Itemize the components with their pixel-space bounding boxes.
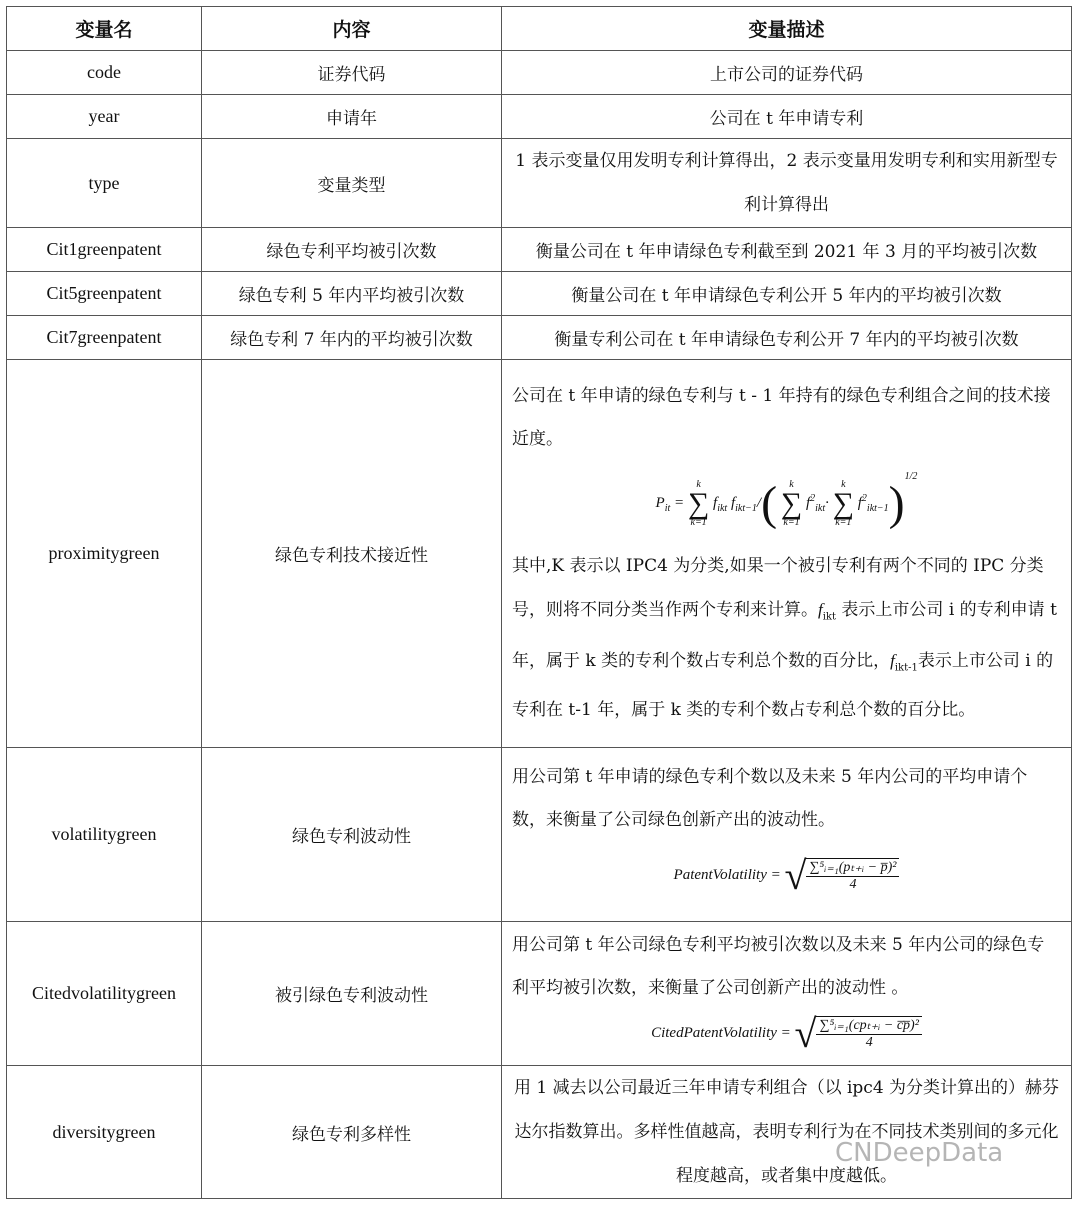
- table-row: [7, 95, 1072, 139]
- var-content: 申请年: [202, 95, 502, 139]
- desc-text: 其中,K 表示以 IPC4 为分类,如果一个被引专利有两个不同的 IPC 分类号，则将不同分类当作两个专利来计算。$f_{ikt}$ 表示上市公司 i 的专利申请 t 年，属于 k 类的专利个数占专利总个数的百分比，$f_{ikt-1}$表示上市公司 i 的专利在 t-1 年，属于 k 类的专利个数占专利总个数的百分比。: [512, 556, 1057, 720]
- table-row: [7, 51, 1072, 95]
- table-row: [7, 360, 1072, 748]
- var-name: type: [7, 139, 202, 228]
- var-content: 绿色专利 7 年内的平均被引次数: [202, 316, 502, 360]
- desc-text: 用公司第 t 年申请的绿色专利个数以及未来 5 年内公司的平均申请个数，来衡量了公司绿色创新产出的波动性。: [512, 767, 1028, 830]
- var-name: Citedvolatilitygreen: [7, 922, 202, 1066]
- proximity-formula: $P_{it}$ = k ∑ k=1 $f_{ikt}$ $f_{ikt-1}/$( k ∑ k=1 $f^2_{ikt}\cdot$ k ∑ k=1 $f^2_{ikt-1})^{1/2}$: [655, 471, 918, 531]
- table-row: [7, 748, 1072, 922]
- var-desc: 衡量专利公司在 t 年申请绿色专利公开 7 年内的平均被引次数: [502, 316, 1072, 360]
- watermark: CNDeepData: [835, 1138, 1004, 1168]
- var-content: 绿色专利平均被引次数: [202, 228, 502, 272]
- var-desc: 用 1 减去以公司最近三年申请专利组合（以 ipc4 为分类计算出的）赫芬达尔指数算出。多样性值越高，表明专利行为在不同技术类别间的多元化程度越高，或者集中度越低。: [502, 1066, 1072, 1199]
- header-variable-name: 变量名: [7, 7, 202, 51]
- var-content: 变量类型: [202, 139, 502, 228]
- var-desc: 衡量公司在 t 年申请绿色专利公开 5 年内的平均被引次数: [502, 272, 1072, 316]
- patent-volatility-formula: PatentVolatility = √ $\frac{\text{∑⁵ᵢ₌₁(pₜ₊ᵢ − p̅)²}}{4}$: [512, 852, 1061, 899]
- header-description: 变量描述: [502, 7, 1072, 51]
- var-content: 绿色专利技术接近性: [202, 360, 502, 748]
- var-name: proximitygreen: [7, 360, 202, 748]
- var-name: volatilitygreen: [7, 748, 202, 922]
- table-header: [7, 7, 1072, 51]
- var-desc: [502, 360, 1072, 748]
- var-desc: 公司在 t 年申请专利: [502, 95, 1072, 139]
- var-name: Cit1greenpatent: [7, 228, 202, 272]
- cited-volatility-formula: CitedPatentVolatility = √ $\frac{\text{∑⁵ᵢ₌₁(cpₜ₊ᵢ − c̅p̅)²}}{4}$: [512, 1010, 1061, 1057]
- var-name: diversitygreen: [7, 1066, 202, 1199]
- table-row: [7, 316, 1072, 360]
- var-desc: 衡量公司在 t 年申请绿色专利截至到 2021 年 3 月的平均被引次数: [502, 228, 1072, 272]
- var-content: 绿色专利多样性: [202, 1066, 502, 1199]
- var-desc: 上市公司的证券代码: [502, 51, 1072, 95]
- var-name: Cit5greenpatent: [7, 272, 202, 316]
- var-desc: 1 表示变量仅用发明专利计算得出，2 表示变量用发明专利和实用新型专利计算得出: [502, 139, 1072, 228]
- var-content: 被引绿色专利波动性: [202, 922, 502, 1066]
- var-content: 绿色专利 5 年内平均被引次数: [202, 272, 502, 316]
- var-desc: [502, 922, 1072, 1066]
- var-content: 绿色专利波动性: [202, 748, 502, 922]
- var-desc: [502, 748, 1072, 922]
- table-row: [7, 922, 1072, 1066]
- table-row: [7, 228, 1072, 272]
- variable-table: [6, 6, 1072, 1199]
- table-row: [7, 139, 1072, 228]
- table-row: [7, 272, 1072, 316]
- table-row: [7, 1066, 1072, 1199]
- header-content: 内容: [202, 7, 502, 51]
- var-name: code: [7, 51, 202, 95]
- desc-text: 用公司第 t 年公司绿色专利平均被引次数以及未来 5 年内公司的绿色专利平均被引次数，来衡量了公司创新产出的波动性 。: [512, 935, 1045, 998]
- desc-text: 公司在 t 年申请的绿色专利与 t - 1 年持有的绿色专利组合之间的技术接近度。: [512, 386, 1051, 450]
- var-content: 证券代码: [202, 51, 502, 95]
- var-name: year: [7, 95, 202, 139]
- var-name: Cit7greenpatent: [7, 316, 202, 360]
